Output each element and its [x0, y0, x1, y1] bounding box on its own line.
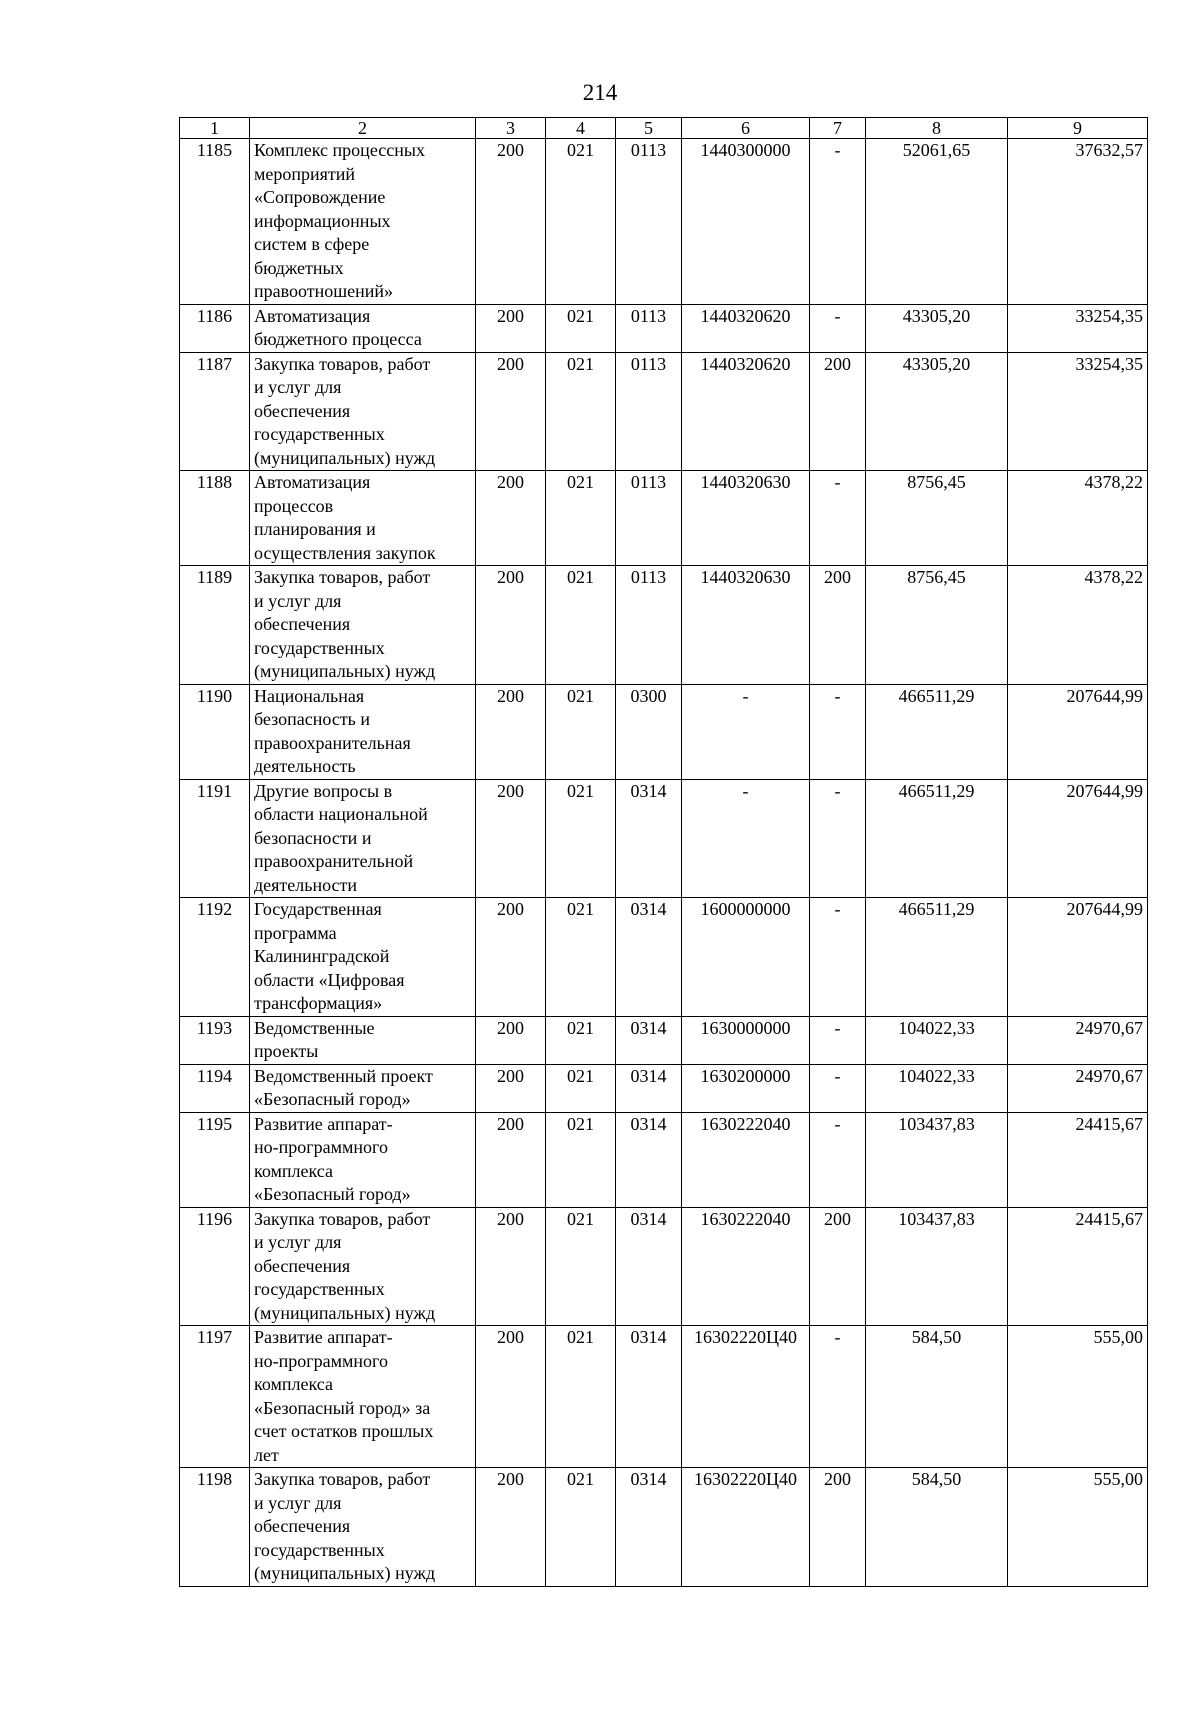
budget-table — [179, 117, 1148, 1587]
amount-col9-cell: 207644,99 — [1008, 898, 1148, 1017]
code-ministry-cell: 200 — [476, 1064, 546, 1112]
amount-col9-cell: 555,00 — [1008, 1326, 1148, 1468]
column-header: 3 — [476, 118, 546, 139]
code-target-cell: 16302220Ц40 — [682, 1468, 810, 1587]
code-section-cell: 0314 — [616, 1207, 682, 1326]
code-section-cell: 0314 — [616, 1016, 682, 1064]
code-section-cell: 0113 — [616, 471, 682, 566]
code-section-cell: 0314 — [616, 779, 682, 898]
row-number-cell: 1186 — [180, 304, 250, 352]
code-ministry-cell: 200 — [476, 352, 546, 471]
row-number-cell: 1196 — [180, 1207, 250, 1326]
code-expense-type-cell: 200 — [810, 1468, 866, 1587]
amount-col9-cell: 24970,67 — [1008, 1064, 1148, 1112]
code-ministry-cell: 200 — [476, 779, 546, 898]
table-row — [180, 779, 1148, 898]
code-section-cell: 0113 — [616, 566, 682, 685]
amount-col8-cell: 52061,65 — [866, 139, 1008, 305]
code-department-cell: 021 — [546, 566, 616, 685]
row-number-cell: 1185 — [180, 139, 250, 305]
row-number-cell: 1193 — [180, 1016, 250, 1064]
code-target-cell: - — [682, 779, 810, 898]
code-department-cell: 021 — [546, 139, 616, 305]
amount-col9-cell: 24415,67 — [1008, 1207, 1148, 1326]
code-expense-type-cell: - — [810, 898, 866, 1017]
column-header: 2 — [250, 118, 476, 139]
amount-col8-cell: 8756,45 — [866, 566, 1008, 685]
code-ministry-cell: 200 — [476, 1207, 546, 1326]
amount-col9-cell: 207644,99 — [1008, 684, 1148, 779]
code-ministry-cell: 200 — [476, 1468, 546, 1587]
code-target-cell: 1630222040 — [682, 1207, 810, 1326]
code-section-cell: 0314 — [616, 1112, 682, 1207]
amount-col8-cell: 103437,83 — [866, 1112, 1008, 1207]
row-number-cell: 1189 — [180, 566, 250, 685]
code-department-cell: 021 — [546, 304, 616, 352]
row-name-cell: Автоматизация процессов планирования и осуществления закупок — [250, 471, 476, 566]
column-header: 5 — [616, 118, 682, 139]
code-department-cell: 021 — [546, 1326, 616, 1468]
amount-col9-cell: 4378,22 — [1008, 566, 1148, 685]
column-header: 9 — [1008, 118, 1148, 139]
row-name-cell: Национальная безопасность и правоохранительная деятельность — [250, 684, 476, 779]
amount-col8-cell: 584,50 — [866, 1468, 1008, 1587]
row-name-cell: Комплекс процессных мероприятий «Сопровождение информационных систем в сфере бюджетных правоотношений» — [250, 139, 476, 305]
amount-col9-cell: 33254,35 — [1008, 352, 1148, 471]
code-expense-type-cell: - — [810, 779, 866, 898]
code-expense-type-cell: - — [810, 684, 866, 779]
code-section-cell: 0314 — [616, 1326, 682, 1468]
code-department-cell: 021 — [546, 352, 616, 471]
amount-col8-cell: 43305,20 — [866, 304, 1008, 352]
amount-col8-cell: 43305,20 — [866, 352, 1008, 471]
table-row — [180, 1112, 1148, 1207]
code-section-cell: 0113 — [616, 304, 682, 352]
table-row — [180, 1207, 1148, 1326]
code-expense-type-cell: - — [810, 1112, 866, 1207]
row-name-cell: Закупка товаров, работ и услуг для обеспечения государственных (муниципальных) нужд — [250, 1468, 476, 1587]
code-department-cell: 021 — [546, 779, 616, 898]
column-header: 4 — [546, 118, 616, 139]
code-ministry-cell: 200 — [476, 566, 546, 685]
amount-col8-cell: 8756,45 — [866, 471, 1008, 566]
table-row — [180, 471, 1148, 566]
code-section-cell: 0314 — [616, 898, 682, 1017]
table-row — [180, 1016, 1148, 1064]
row-number-cell: 1187 — [180, 352, 250, 471]
amount-col9-cell: 33254,35 — [1008, 304, 1148, 352]
code-target-cell: - — [682, 684, 810, 779]
column-header: 1 — [180, 118, 250, 139]
code-department-cell: 021 — [546, 684, 616, 779]
row-number-cell: 1191 — [180, 779, 250, 898]
amount-col9-cell: 37632,57 — [1008, 139, 1148, 305]
amount-col8-cell: 584,50 — [866, 1326, 1008, 1468]
row-name-cell: Ведомственные проекты — [250, 1016, 476, 1064]
code-ministry-cell: 200 — [476, 471, 546, 566]
code-department-cell: 021 — [546, 898, 616, 1017]
code-expense-type-cell: - — [810, 304, 866, 352]
code-target-cell: 1440300000 — [682, 139, 810, 305]
amount-col9-cell: 24970,67 — [1008, 1016, 1148, 1064]
code-ministry-cell: 200 — [476, 684, 546, 779]
code-target-cell: 16302220Ц40 — [682, 1326, 810, 1468]
row-number-cell: 1190 — [180, 684, 250, 779]
table-row — [180, 139, 1148, 305]
row-number-cell: 1195 — [180, 1112, 250, 1207]
amount-col8-cell: 466511,29 — [866, 779, 1008, 898]
code-ministry-cell: 200 — [476, 1326, 546, 1468]
code-expense-type-cell: - — [810, 1326, 866, 1468]
row-name-cell: Другие вопросы в области национальной безопасности и правоохранительной деятельности — [250, 779, 476, 898]
code-ministry-cell: 200 — [476, 898, 546, 1017]
table-row — [180, 352, 1148, 471]
row-name-cell: Ведомственный проект «Безопасный город» — [250, 1064, 476, 1112]
row-name-cell: Закупка товаров, работ и услуг для обеспечения государственных (муниципальных) нужд — [250, 566, 476, 685]
code-section-cell: 0113 — [616, 352, 682, 471]
amount-col9-cell: 555,00 — [1008, 1468, 1148, 1587]
code-target-cell: 1440320620 — [682, 304, 810, 352]
code-target-cell: 1440320630 — [682, 471, 810, 566]
code-ministry-cell: 200 — [476, 139, 546, 305]
amount-col8-cell: 466511,29 — [866, 684, 1008, 779]
row-number-cell: 1188 — [180, 471, 250, 566]
column-header: 6 — [682, 118, 810, 139]
row-name-cell: Развитие аппарат- но-программного комплекса «Безопасный город» — [250, 1112, 476, 1207]
code-ministry-cell: 200 — [476, 1112, 546, 1207]
row-number-cell: 1198 — [180, 1468, 250, 1587]
code-expense-type-cell: 200 — [810, 352, 866, 471]
code-department-cell: 021 — [546, 1207, 616, 1326]
code-department-cell: 021 — [546, 1064, 616, 1112]
column-header: 7 — [810, 118, 866, 139]
code-target-cell: 1630000000 — [682, 1016, 810, 1064]
table-row — [180, 304, 1148, 352]
code-expense-type-cell: - — [810, 139, 866, 305]
code-department-cell: 021 — [546, 1016, 616, 1064]
amount-col8-cell: 104022,33 — [866, 1016, 1008, 1064]
code-target-cell: 1440320620 — [682, 352, 810, 471]
row-name-cell: Закупка товаров, работ и услуг для обеспечения государственных (муниципальных) нужд — [250, 1207, 476, 1326]
amount-col8-cell: 104022,33 — [866, 1064, 1008, 1112]
amount-col8-cell: 466511,29 — [866, 898, 1008, 1017]
row-name-cell: Закупка товаров, работ и услуг для обеспечения государственных (муниципальных) нужд — [250, 352, 476, 471]
code-target-cell: 1600000000 — [682, 898, 810, 1017]
table-row — [180, 1064, 1148, 1112]
row-number-cell: 1194 — [180, 1064, 250, 1112]
code-expense-type-cell: - — [810, 471, 866, 566]
table-row — [180, 684, 1148, 779]
code-expense-type-cell: 200 — [810, 566, 866, 685]
amount-col9-cell: 207644,99 — [1008, 779, 1148, 898]
code-expense-type-cell: - — [810, 1064, 866, 1112]
row-number-cell: 1192 — [180, 898, 250, 1017]
row-name-cell: Автоматизация бюджетного процесса — [250, 304, 476, 352]
page-number: 214 — [582, 80, 618, 105]
amount-col9-cell: 4378,22 — [1008, 471, 1148, 566]
code-section-cell: 0113 — [616, 139, 682, 305]
amount-col8-cell: 103437,83 — [866, 1207, 1008, 1326]
code-ministry-cell: 200 — [476, 1016, 546, 1064]
code-target-cell: 1440320630 — [682, 566, 810, 685]
column-header: 8 — [866, 118, 1008, 139]
table-header-row — [180, 118, 1148, 139]
amount-col9-cell: 24415,67 — [1008, 1112, 1148, 1207]
code-target-cell: 1630200000 — [682, 1064, 810, 1112]
row-number-cell: 1197 — [180, 1326, 250, 1468]
code-expense-type-cell: - — [810, 1016, 866, 1064]
code-expense-type-cell: 200 — [810, 1207, 866, 1326]
code-ministry-cell: 200 — [476, 304, 546, 352]
table-row — [180, 898, 1148, 1017]
code-section-cell: 0314 — [616, 1468, 682, 1587]
table-row — [180, 1326, 1148, 1468]
code-target-cell: 1630222040 — [682, 1112, 810, 1207]
code-section-cell: 0314 — [616, 1064, 682, 1112]
code-department-cell: 021 — [546, 1468, 616, 1587]
table-row — [180, 1468, 1148, 1587]
table-row — [180, 566, 1148, 685]
code-section-cell: 0300 — [616, 684, 682, 779]
code-department-cell: 021 — [546, 1112, 616, 1207]
table-body — [180, 139, 1148, 1587]
row-name-cell: Развитие аппарат- но-программного комплекса «Безопасный город» за счет остатков прошлых лет — [250, 1326, 476, 1468]
code-department-cell: 021 — [546, 471, 616, 566]
row-name-cell: Государственная программа Калининградской области «Цифровая трансформация» — [250, 898, 476, 1017]
